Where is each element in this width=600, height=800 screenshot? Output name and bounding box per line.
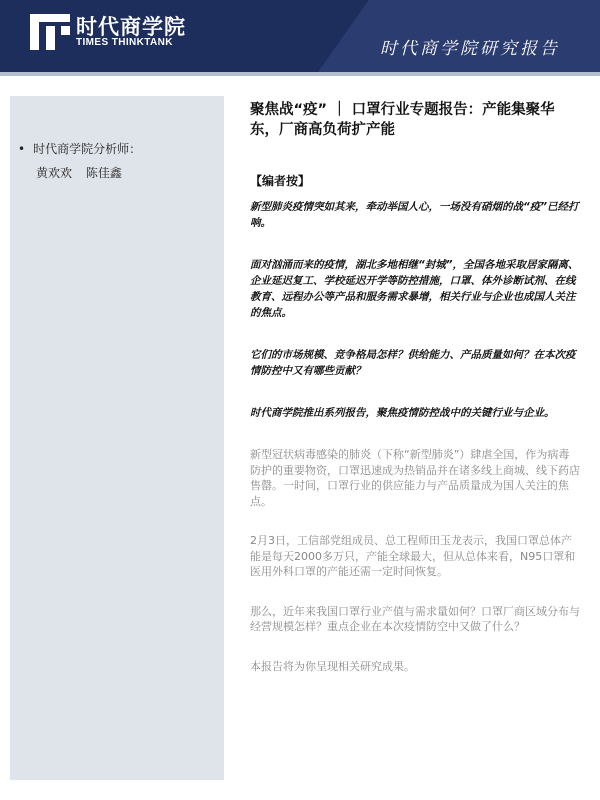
times-logo-icon — [30, 14, 70, 50]
editor-note-paragraph: 它们的市场规模、竞争格局怎样？供给能力、产品质量如何？在本次疫情防控中又有哪些贡献？ — [250, 349, 576, 377]
logo-english-name: TIMES THINKTANK — [76, 37, 173, 48]
body-paragraph: 2月3日，工信部党组成员、总工程师田玉龙表示，我国口罩总体产能是每天2000多万只，产能全球最大，但从总体来看，N95口罩和医用外科口罩的产能还需一定时间恢复。 — [250, 534, 576, 578]
analyst-names: 黄欢欢 陈佳鑫 — [36, 166, 122, 180]
body-paragraph: 本报告将为你呈现相关研究成果。 — [250, 659, 415, 673]
header-title: 时代商学院研究报告 — [380, 39, 560, 59]
editor-note-paragraph: 面对汹涌而来的疫情，湖北多地相继“封城”，全国各地采取居家隔离、企业延迟复工、学校延迟开学等防控措施，口罩、体外诊断试剂、在线教育、远程办公等产品和服务需求暴增，相关行业与企业也成国人关注的焦点。 — [250, 259, 579, 319]
logo-chinese-name: 时代商学院 — [76, 15, 186, 39]
header-divider — [0, 72, 600, 76]
analyst-label — [18, 140, 141, 157]
sidebar-panel — [10, 96, 224, 780]
report-content — [250, 100, 580, 698]
report-title: 聚焦战“疫” ｜ 口罩行业专题报告：产能集聚华东，厂商高负荷扩产能 — [250, 102, 555, 138]
body-paragraph: 那么，近年来我国口罩行业产值与需求量如何？口罩厂商区域分布与经营规模怎样？重点企业在本次疫情防空中又做了什么？ — [250, 604, 580, 633]
report-header — [0, 0, 600, 72]
analyst-label-text: 时代商学院分析师： — [33, 142, 142, 156]
editor-note-paragraph: 新型肺炎疫情突如其来，牵动举国人心，一场没有硝烟的战“疫”已经打响。 — [250, 201, 579, 229]
editor-note-paragraph: 时代商学院推出系列报告，聚焦疫情防控战中的关键行业与企业。 — [250, 407, 555, 419]
body-paragraph: 新型冠状病毒感染的肺炎（下称“新型肺炎”）肆虐全国，作为病毒防护的重要物资，口罩迅速成为热销品并在诸多线上商城、线下药店售罄。一时间，口罩行业的供应能力与产品质量成为国人关注的焦点。 — [250, 448, 580, 508]
editor-note-tag: 【编者按】 — [250, 174, 311, 188]
bullet-icon: • — [18, 142, 26, 156]
